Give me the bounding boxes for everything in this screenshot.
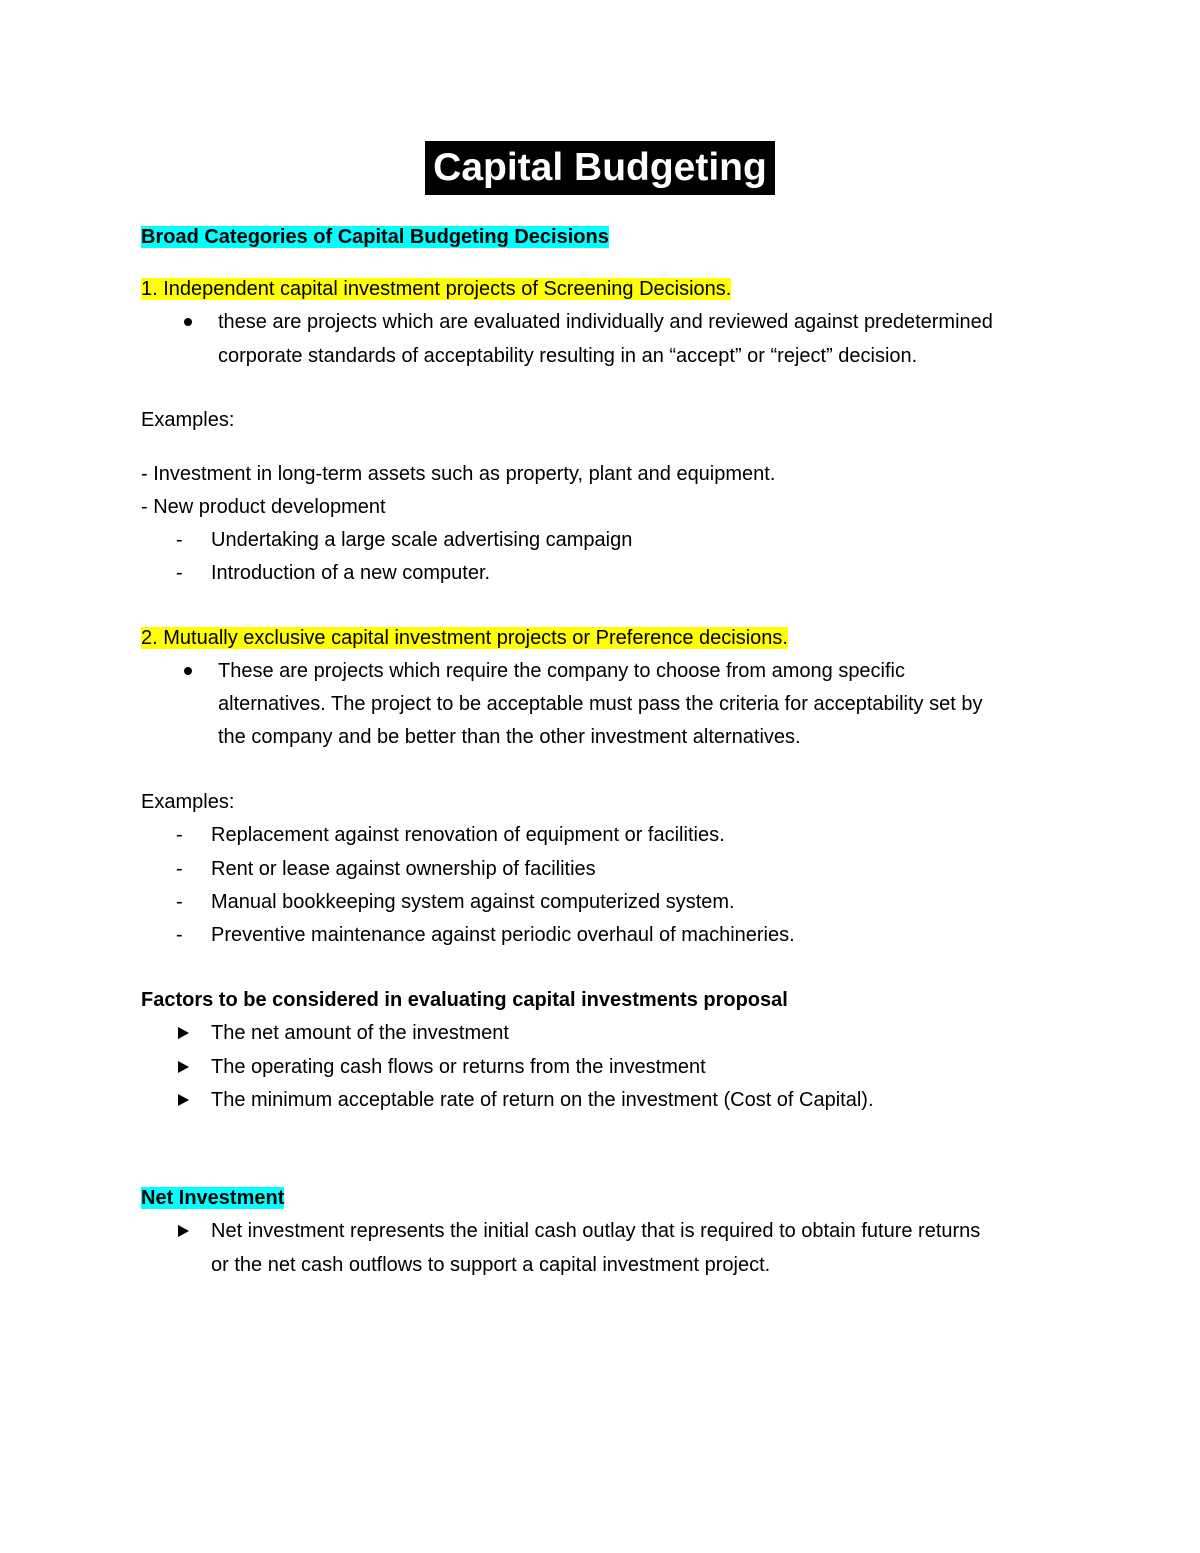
bullet-dot-icon (184, 318, 192, 326)
section2-examples-label: Examples: (141, 791, 235, 813)
section2-example-3: Manual bookkeeping system against computerized system. (211, 891, 735, 913)
section2-bullet-line-2: alternatives. The project to be acceptable must pass the criteria for acceptability set by (218, 693, 983, 715)
broad-categories-heading-text: Broad Categories of Capital Budgeting Decisions (141, 226, 609, 248)
triangle-bullet-icon (178, 1027, 189, 1039)
broad-categories-heading (141, 224, 609, 250)
section2-bullet-line-1: These are projects which require the company to choose from among specific (218, 660, 906, 682)
section1-example-2: - New product development (141, 496, 386, 518)
dash-marker: - (176, 924, 183, 946)
dash-marker: - (176, 529, 183, 551)
section1-example-3: Undertaking a large scale advertising campaign (211, 529, 633, 551)
triangle-bullet-icon (178, 1225, 189, 1237)
triangle-bullet-icon (178, 1061, 189, 1073)
net-investment-line-2: or the net cash outflows to support a capital investment project. (211, 1254, 771, 1276)
section2-bullet-line-3: the company and be better than the other investment alternatives. (218, 726, 801, 748)
section2-heading-text: 2. Mutually exclusive capital investment projects or Preference decisions. (141, 627, 788, 649)
section1-examples-label: Examples: (141, 409, 235, 431)
dash-marker: - (176, 824, 183, 846)
page-title: Capital Budgeting (425, 141, 775, 195)
title-container (0, 141, 1200, 195)
triangle-bullet-icon (178, 1094, 189, 1106)
section2-example-1: Replacement against renovation of equipment or facilities. (211, 824, 725, 846)
section1-heading (141, 276, 731, 302)
net-investment-heading-text: Net Investment (141, 1187, 285, 1209)
factor-item-1: The net amount of the investment (211, 1022, 509, 1044)
dash-marker: - (176, 562, 183, 584)
net-investment-heading (141, 1185, 284, 1211)
factor-item-2: The operating cash flows or returns from the investment (211, 1056, 706, 1078)
section1-example-4: Introduction of a new computer. (211, 562, 491, 584)
section1-bullet-line-1: these are projects which are evaluated individually and reviewed against predetermined (218, 311, 993, 333)
factors-heading: Factors to be considered in evaluating capital investments proposal (141, 989, 788, 1011)
section2-heading (141, 625, 788, 651)
section1-bullet-line-2: corporate standards of acceptability resulting in an “accept” or “reject” decision. (218, 345, 918, 367)
net-investment-line-1: Net investment represents the initial cash outlay that is required to obtain future returns (211, 1220, 981, 1242)
section1-example-1: - Investment in long-term assets such as property, plant and equipment. (141, 463, 776, 485)
bullet-dot-icon (184, 667, 192, 675)
section1-heading-text: 1. Independent capital investment projects of Screening Decisions. (141, 278, 732, 300)
dash-marker: - (176, 858, 183, 880)
factor-item-3: The minimum acceptable rate of return on the investment (Cost of Capital). (211, 1089, 874, 1111)
section2-example-2: Rent or lease against ownership of facilities (211, 858, 596, 880)
dash-marker: - (176, 891, 183, 913)
section2-example-4: Preventive maintenance against periodic overhaul of machineries. (211, 924, 795, 946)
